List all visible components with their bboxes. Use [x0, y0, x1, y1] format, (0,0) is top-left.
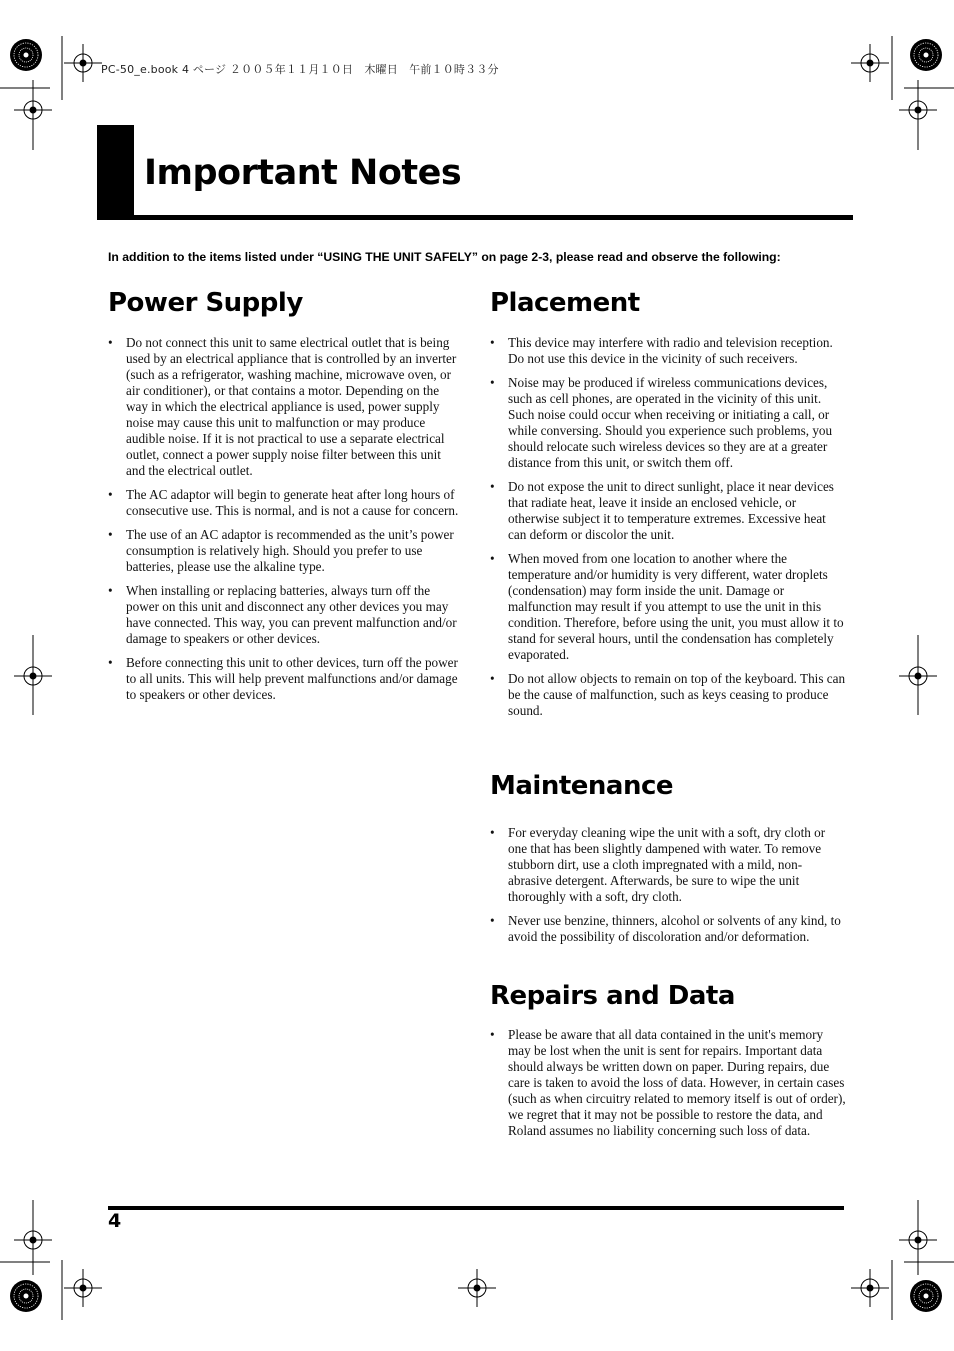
- bullet-icon: •: [490, 375, 495, 390]
- crosshair-icon: [458, 1269, 496, 1307]
- list-item: [108, 335, 461, 479]
- repairs-and-data-list: [490, 1027, 846, 1147]
- bullet-icon: •: [490, 479, 495, 494]
- crosshair-icon: [64, 44, 102, 82]
- list-item: [490, 479, 846, 543]
- list-item: [108, 487, 461, 519]
- bullet-icon: •: [108, 487, 113, 502]
- list-item: [490, 375, 846, 471]
- placement-list: [490, 335, 846, 727]
- list-item-text: Before connecting this unit to other devices, turn off the power to all units. This will help prevent malfunctions and/or damage to speakers or other devices.: [126, 655, 458, 702]
- registration-wheel-icon: [10, 39, 42, 71]
- crosshair-icon: [851, 44, 889, 82]
- bullet-icon: •: [490, 335, 495, 350]
- list-item: [108, 583, 461, 647]
- placement-heading: Placement: [490, 288, 640, 318]
- bullet-icon: •: [108, 655, 113, 670]
- crosshair-icon: [14, 657, 52, 695]
- list-item: [108, 655, 461, 703]
- registration-wheel-icon: [10, 1280, 42, 1312]
- crosshair-icon: [64, 1269, 102, 1307]
- bullet-icon: •: [490, 913, 495, 928]
- print-header: PC-50_e.book 4 ページ ２００５年１１月１０日 木曜日 午前１０時３３分: [101, 63, 499, 76]
- list-item-text: When installing or replacing batteries, always turn off the power on this unit and disconnect any other devices you may have connected. This way, you can prevent malfunction and/or damage to speakers or other devices.: [126, 583, 457, 646]
- title-block: [97, 125, 134, 219]
- list-item: [490, 551, 846, 663]
- registration-wheel-icon: [910, 39, 942, 71]
- list-item-text: The use of an AC adaptor is recommended as the unit’s power consumption is relatively high. Should you prefer to use batteries, please use the alkaline type.: [126, 527, 454, 574]
- footer-rule: [108, 1206, 844, 1210]
- bullet-icon: •: [108, 335, 113, 350]
- registration-wheel-icon: [910, 1280, 942, 1312]
- maintenance-heading: Maintenance: [490, 771, 674, 801]
- list-item: [490, 671, 846, 719]
- list-item: [490, 1027, 846, 1139]
- bullet-icon: •: [490, 671, 495, 686]
- crosshair-icon: [851, 1269, 889, 1307]
- page-title: Important Notes: [144, 153, 462, 193]
- bullet-icon: •: [108, 527, 113, 542]
- list-item: [490, 913, 846, 945]
- bullet-icon: •: [490, 825, 495, 840]
- list-item-text: Please be aware that all data contained in the unit's memory may be lost when the unit is sent for repairs. Important data should always be written down on paper. During repairs, due care is taken to avoid the loss of data. However, in certain cases (such as when circuitry related to memory itself is out of order), we regret that it may not be possible to restore the data, and Roland assumes no liability concerning such loss of data.: [508, 1027, 846, 1138]
- list-item-text: Do not connect this unit to same electrical outlet that is being used by an electrical appliance that is controlled by an inverter (such as a refrigerator, washing machine, microwave oven, or air conditioner), or that contains a motor. Depending on the way in which the electrical appliance is used, power supply noise may cause this unit to malfunction or may produce audible noise. If it is not practical to use a separate electrical outlet, connect a power supply noise filter between this unit and the electrical outlet.: [126, 335, 457, 478]
- list-item: [490, 825, 846, 905]
- list-item: [108, 527, 461, 575]
- list-item-text: Do not expose the unit to direct sunlight, place it near devices that radiate heat, leave it inside an enclosed vehicle, or otherwise subject it to temperature extremes. Excessive heat can deform or discolor the unit.: [508, 479, 834, 542]
- page-number: 4: [108, 1210, 122, 1232]
- crosshair-icon: [899, 657, 937, 695]
- list-item-text: Do not allow objects to remain on top of the keyboard. This can be the cause of malfunction, such as keys ceasing to produce sound.: [508, 671, 846, 718]
- title-rule: [97, 215, 853, 220]
- intro-text: In addition to the items listed under “USING THE UNIT SAFELY” on page 2-3, please read and observe the following:: [108, 250, 781, 264]
- power-supply-heading: Power Supply: [108, 288, 303, 318]
- repairs-and-data-heading: Repairs and Data: [490, 981, 735, 1011]
- list-item: [490, 335, 846, 367]
- bullet-icon: •: [490, 551, 495, 566]
- list-item-text: When moved from one location to another where the temperature and/or humidity is very different, water droplets (condensation) may form inside the unit. Damage or malfunction may result if you attempt to use the unit in this condition. Therefore, before using the unit, you must allow it to stand for several hours, until the condensation has completely evaporated.: [508, 551, 844, 662]
- crosshair-icon: [899, 91, 937, 129]
- list-item-text: The AC adaptor will begin to generate heat after long hours of consecutive use. This is normal, and is not a cause for concern.: [126, 487, 459, 518]
- list-item-text: Noise may be produced if wireless communications devices, such as cell phones, are operated in the vicinity of this unit. Such noise could occur when receiving or initiating a call, or while conversing. Should you experience such problems, you should relocate such wireless devices so they are at a greater distance from this unit, or switch them off.: [508, 375, 833, 470]
- list-item-text: Never use benzine, thinners, alcohol or solvents of any kind, to avoid the possibility of discoloration and/or deformation.: [508, 913, 841, 944]
- list-item-text: This device may interfere with radio and television reception. Do not use this device in the vicinity of such receivers.: [508, 335, 833, 366]
- power-supply-list: [108, 335, 461, 711]
- crosshair-icon: [14, 91, 52, 129]
- maintenance-list: [490, 825, 846, 953]
- crosshair-icon: [14, 1221, 52, 1259]
- bullet-icon: •: [490, 1027, 495, 1042]
- crosshair-icon: [899, 1221, 937, 1259]
- bullet-icon: •: [108, 583, 113, 598]
- list-item-text: For everyday cleaning wipe the unit with a soft, dry cloth or one that has been slightly dampened with water. To remove stubborn dirt, use a cloth impregnated with a mild, non-abrasive detergent. Afterwards, be sure to wipe the unit thoroughly with a soft, dry cloth.: [508, 825, 826, 904]
